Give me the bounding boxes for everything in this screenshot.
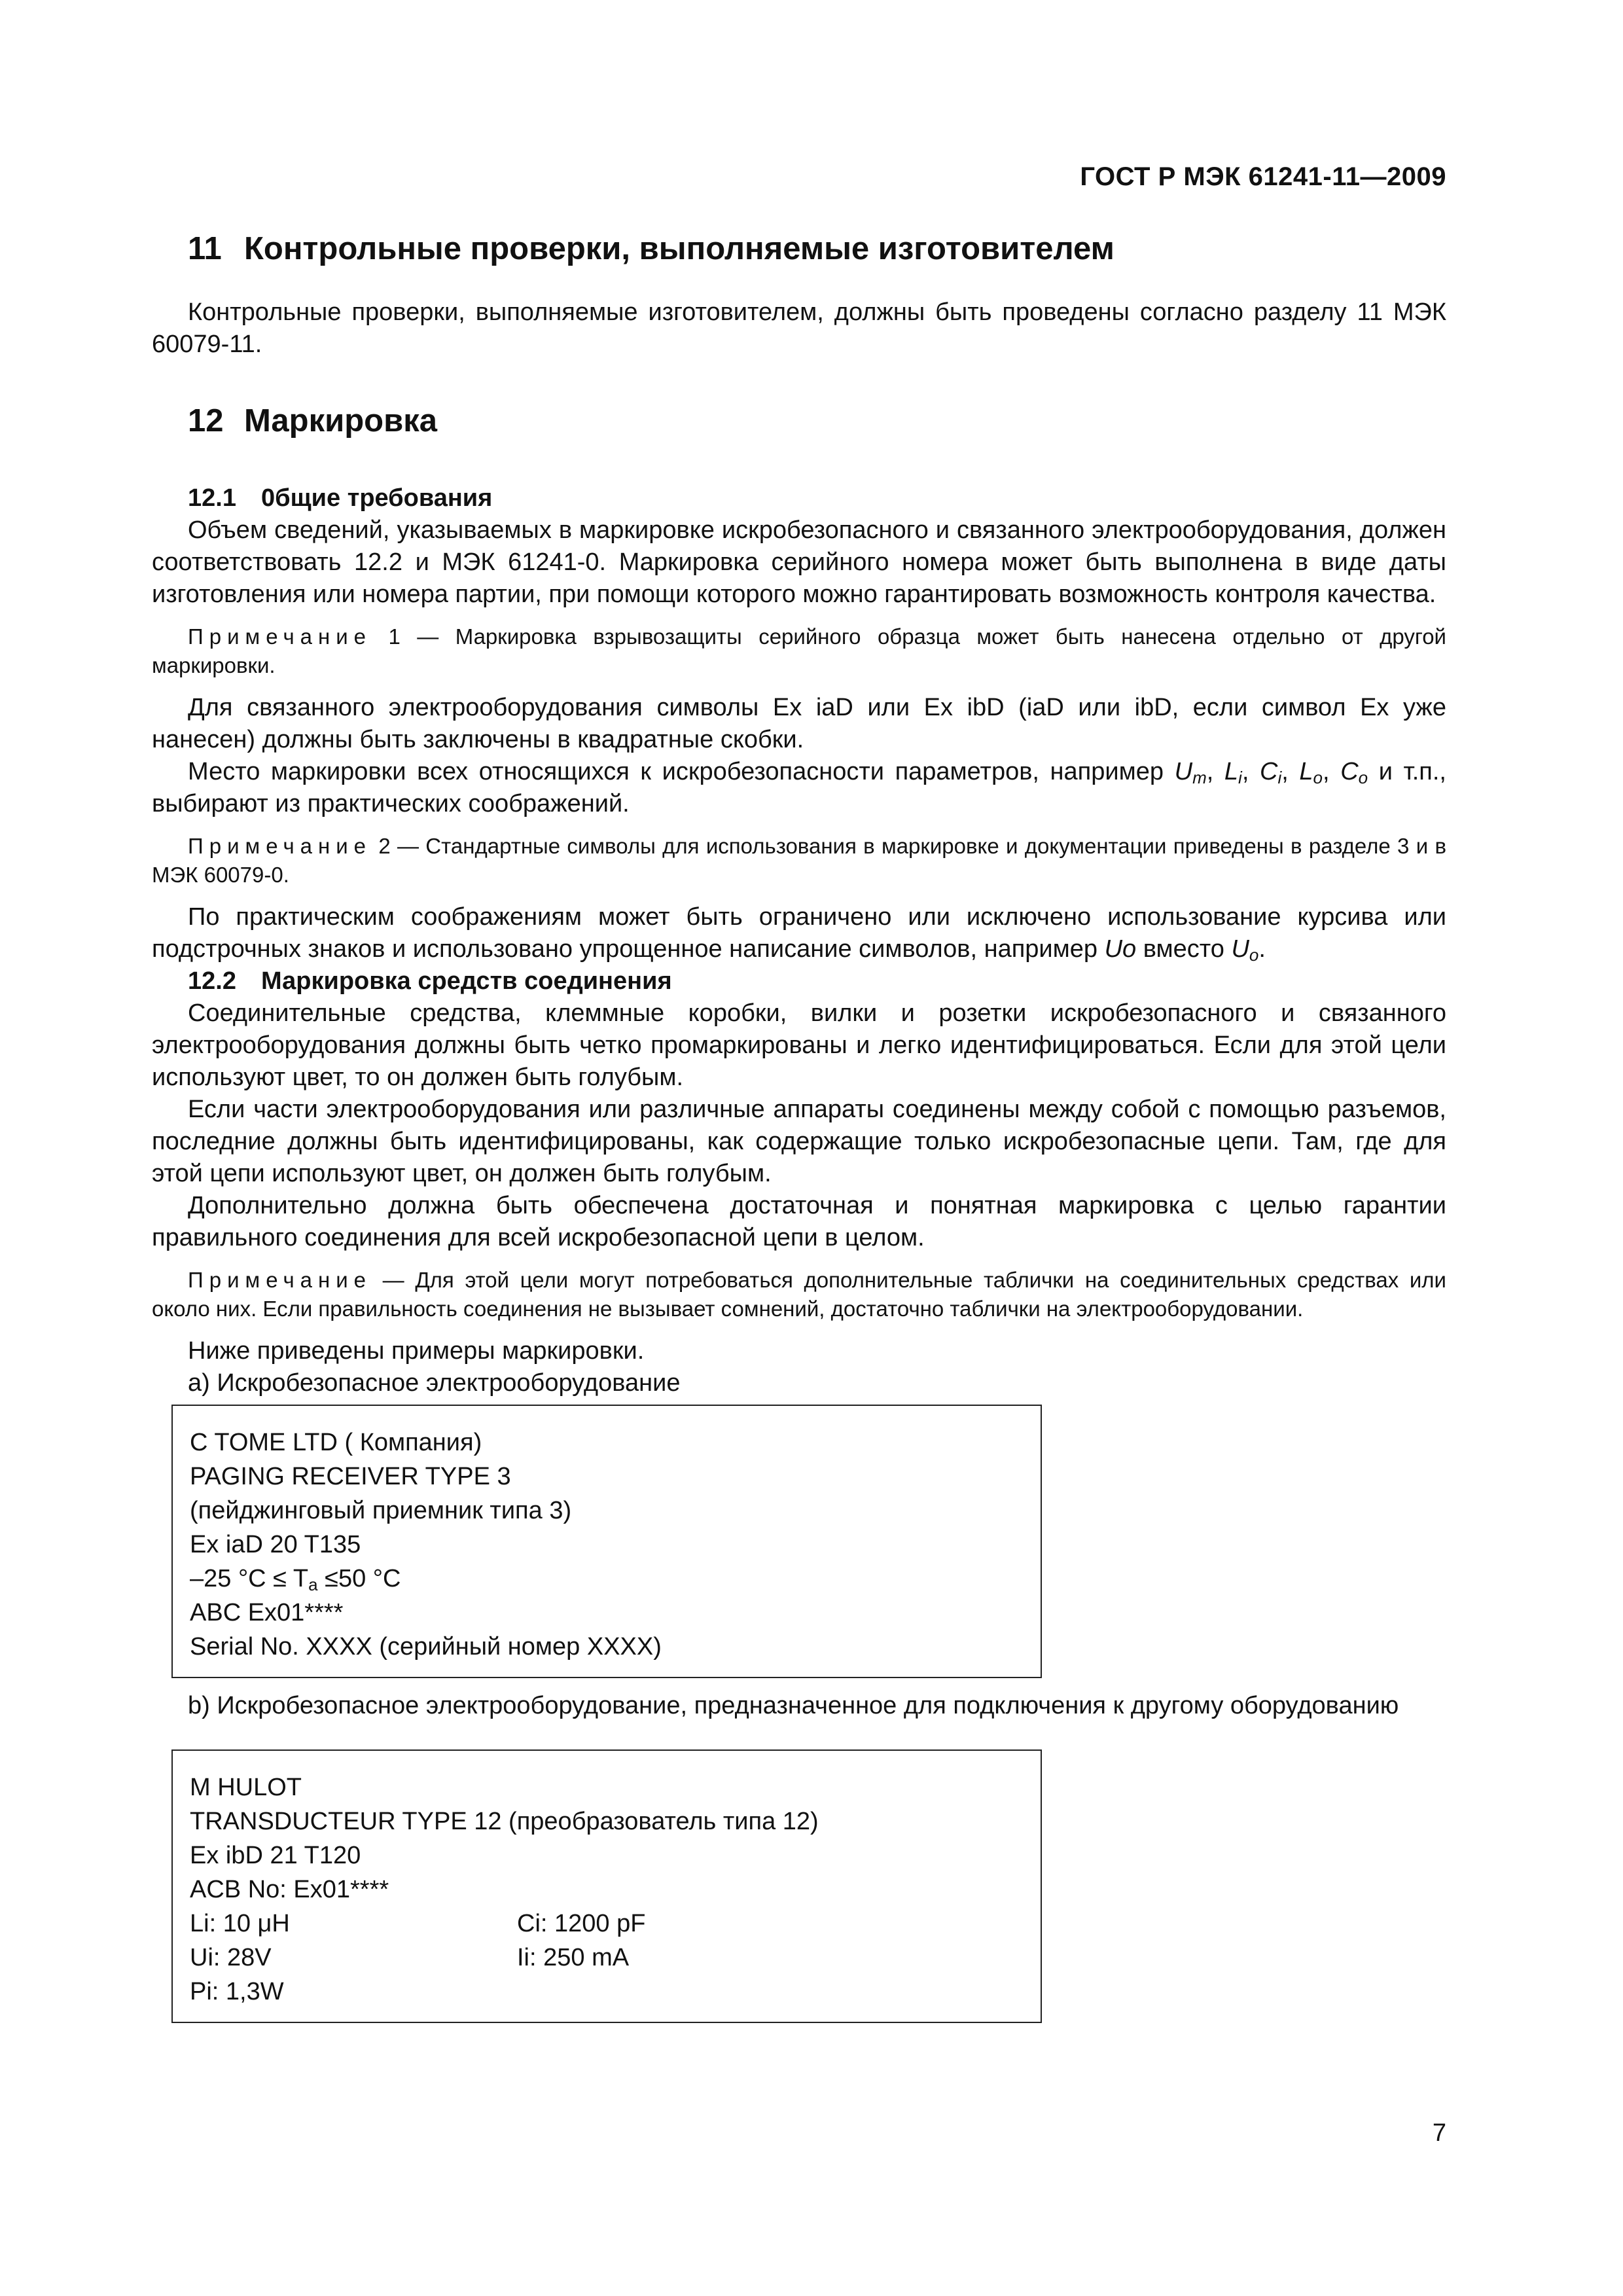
- param-ci-value: Ci: 1200 pF: [517, 1910, 646, 1938]
- paragraph-text: По практическим соображениям может быть ограничено или исключено использование курсива или подстрочных знаков и использовано упрощенное написание символов, например: [152, 903, 1446, 963]
- param-ui-value: Ui: 28V: [190, 1944, 272, 1972]
- marking-line: PAGING RECEIVER TYPE 3: [190, 1463, 511, 1491]
- marking-parameter-row: [190, 1907, 1041, 1941]
- marking-example-a: [171, 1405, 1042, 1678]
- marking-line: (пейджинговый приемник типа 3): [190, 1497, 572, 1525]
- marking-line: Serial No. XXXX (серийный номер XXXX): [190, 1633, 662, 1661]
- note-3: [152, 1266, 1446, 1323]
- param-co: $C_o$: [1340, 757, 1368, 787]
- note-1: [152, 622, 1446, 680]
- note-text: — Для этой цели могут потребоваться дополнительные таблички на соединительных средствах или около них. Если правильность соединения не вызывает сомнений, достаточно таблички на электрооборудовании.: [152, 1268, 1446, 1321]
- param-ci: $C_i$: [1260, 757, 1282, 787]
- marking-parameter-row: [190, 1941, 1041, 1975]
- page-number: 7: [1432, 2119, 1446, 2147]
- marking-line: Ex iaD 20 T135: [190, 1531, 361, 1559]
- section-number: 12: [188, 403, 224, 439]
- note-label: Примечание: [188, 624, 372, 649]
- examples-intro: Ниже приведены примеры маркировки.: [188, 1337, 645, 1365]
- param-li-value: Li: 10 μH: [190, 1910, 290, 1938]
- subsection-title: 0бщие требования: [261, 484, 493, 512]
- subsection-title: Маркировка средств соединения: [261, 967, 672, 995]
- note-label: Примечание: [188, 1268, 372, 1293]
- paragraph: Дополнительно должна быть обеспечена достаточная и понятная маркировка с целью гарантии правильного соединения для всей искробезопасной цепи в целом.: [152, 1192, 1446, 1252]
- section-title: Маркировка: [244, 403, 438, 439]
- marking-example-b: [171, 1749, 1042, 2023]
- paragraph: Для связанного электрооборудования символы Ex iaD или Ex ibD (iaD или ibD, если символ Ex уже нанесен) должны быть заключены в квадратные скобки.: [152, 693, 1446, 753]
- page-content: [152, 229, 1446, 2023]
- paragraph: Соединительные средства, клеммные коробки, вилки и розетки искробезопасного и связанного электрооборудования должны быть четко промаркированы и легко идентифицироваться. Если для этой цели используют цвет, то он должен быть голубым.: [152, 999, 1446, 1092]
- note-label: Примечание: [188, 833, 372, 858]
- subsection-number: 12.2: [188, 967, 236, 995]
- marking-line: ACB No: Ex01****: [190, 1876, 389, 1904]
- param-pi-value: Pi: 1,3W: [190, 1978, 284, 2006]
- marking-temperature-range: –25 $^\circ C \le T_a \le 50$ °C: [190, 1565, 401, 1595]
- section-number: 11: [188, 231, 222, 266]
- marking-line: Ex ibD 21 T120: [190, 1842, 361, 1870]
- note-text: 2 — Стандартные символы для использования в маркировке и документации приведены в разделе 3 и в МЭК 60079-0.: [152, 833, 1446, 887]
- list-item-a: a) Искробезопасное электрооборудование: [188, 1369, 681, 1397]
- section-11-text: Контрольные проверки, выполняемые изготовителем, должны быть проведены согласно разделу 11 МЭК 60079-11.: [152, 298, 1446, 359]
- subsection-number: 12.1: [188, 484, 236, 512]
- subsection-12-2-heading: [188, 965, 1446, 997]
- section-12-heading: [188, 401, 1446, 441]
- paragraph-symbols: По практическим соображениям может быть ограничено или исключено использование курсива или подстрочных знаков и использовано упрощенное написание символов, например Uo вместо $U_o$.: [152, 903, 1446, 965]
- param-um: $U_m$: [1174, 757, 1207, 787]
- note-text: 1 — Маркировка взрывозащиты серийного образца может быть нанесена отдельно от другой маркировки.: [152, 624, 1446, 677]
- paragraph-text: вместо: [1136, 935, 1232, 963]
- symbol-uo: Uo: [1104, 935, 1137, 963]
- paragraph: Если части электрооборудования или различные аппараты соединены между собой с помощью разъемов, последние должны быть идентифицированы, как содержащие только искробезопасные цепи. Там, где для этой цепи используют цвет, он должен быть голубым.: [152, 1096, 1446, 1188]
- paragraph-parameters: Место маркировки всех относящихся к искробезопасности параметров, например $U_m$, $L_i$, $C_i$, $L_o$, $C_o$ и т.п., выбирают из практических соображений.: [152, 757, 1446, 817]
- paragraph: Объем сведений, указываемых в маркировке искробезопасного и связанного электрооборудования, должен соответствовать 12.2 и МЭК 61241-0. Маркировка серийного номера может быть выполнена в виде даты изготовления или номера партии, при помощи которого можно гарантировать возможность контроля качества.: [152, 516, 1446, 608]
- paragraph-text: и т.п., выбирают из практических соображений.: [152, 757, 1446, 817]
- param-lo: $L_o$: [1299, 757, 1323, 787]
- marking-line: ABC Ex01****: [190, 1599, 344, 1627]
- param-ii-value: Ii: 250 mA: [517, 1944, 630, 1972]
- section-title: Контрольные проверки, выполняемые изготовителем: [244, 231, 1115, 266]
- document-code: ГОСТ Р МЭК 61241-11—2009: [1080, 162, 1446, 191]
- note-2: [152, 832, 1446, 889]
- marking-line: TRANSDUCTEUR TYPE 12 (преобразователь типа 12): [190, 1808, 819, 1836]
- symbol-u-sub-o: $U_o$: [1231, 935, 1259, 965]
- param-li: $L_i$: [1224, 757, 1242, 787]
- list-item-b: b) Искробезопасное электрооборудование, предназначенное для подключения к другому оборудованию: [188, 1692, 1399, 1720]
- subsection-12-1-heading: [188, 482, 1446, 514]
- section-11-heading: [188, 229, 1446, 269]
- marking-line: M HULOT: [190, 1774, 302, 1802]
- paragraph-text: Место маркировки всех относящихся к искробезопасности параметров, например: [188, 757, 1175, 785]
- marking-line: C TOME LTD ( Компания): [190, 1429, 482, 1457]
